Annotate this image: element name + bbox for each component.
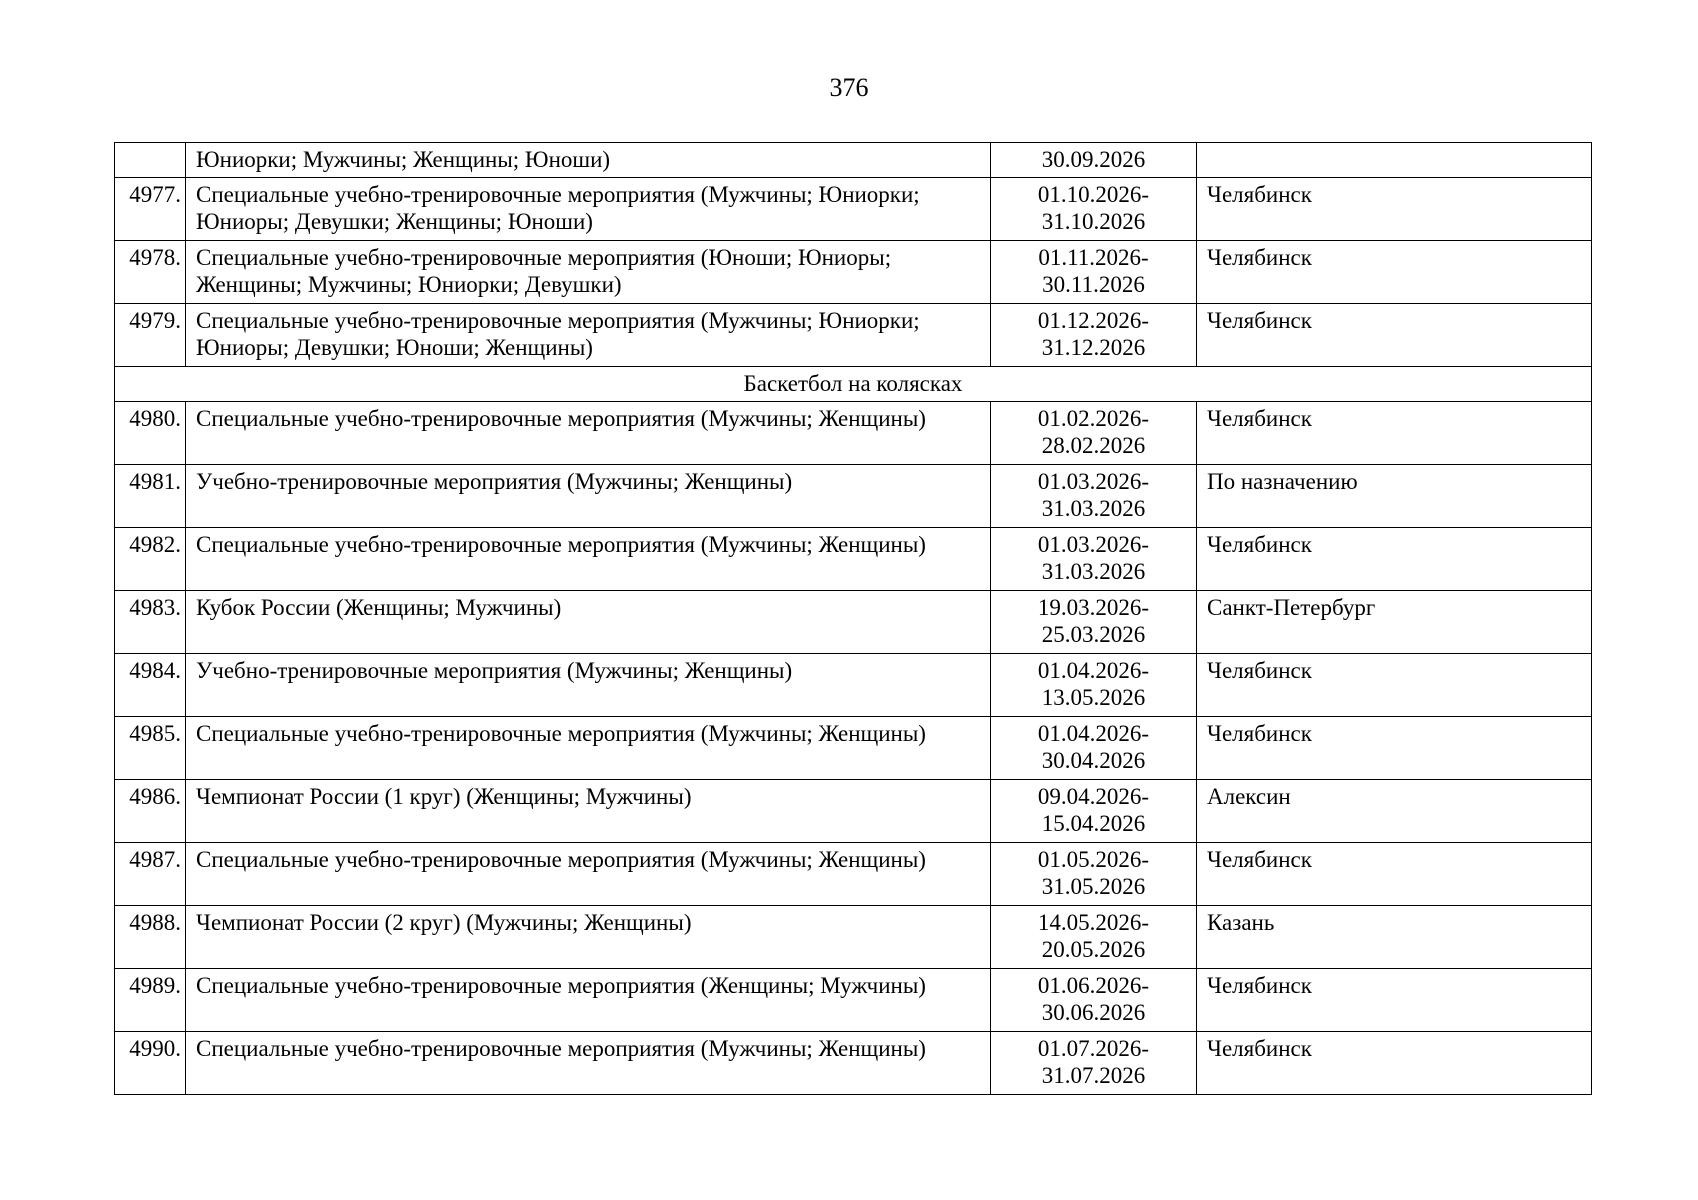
- event-number: 4983.: [115, 591, 186, 654]
- events-table: [114, 142, 1592, 1095]
- section-header-row: [115, 367, 1592, 402]
- event-number: 4984.: [115, 654, 186, 717]
- event-number: 4981.: [115, 465, 186, 528]
- event-number: 4979.: [115, 304, 186, 367]
- event-date-start: 01.03.2026-: [1037, 469, 1150, 494]
- event-date-start: 01.05.2026-: [1037, 847, 1150, 872]
- section-title: Баскетбол на колясках: [115, 367, 1592, 402]
- table-row: [115, 717, 1592, 780]
- table-row: [115, 780, 1592, 843]
- event-date-end: 30.04.2026: [1041, 748, 1146, 773]
- event-place: Челябинск: [1197, 241, 1592, 304]
- table-row: [115, 241, 1592, 304]
- event-name: Учебно-тренировочные мероприятия (Мужчины; Женщины): [186, 465, 991, 528]
- event-dates: [991, 906, 1197, 969]
- table-row: [115, 906, 1592, 969]
- event-date-end: 20.05.2026: [1041, 937, 1146, 962]
- event-dates: [991, 654, 1197, 717]
- event-date-end: 28.02.2026: [1041, 433, 1146, 458]
- event-number: 4977.: [115, 178, 186, 241]
- events-table-body: [115, 143, 1592, 1095]
- event-place: Челябинск: [1197, 843, 1592, 906]
- event-number: 4978.: [115, 241, 186, 304]
- event-date-end: 31.03.2026: [1041, 559, 1146, 584]
- event-name: Учебно-тренировочные мероприятия (Мужчины; Женщины): [186, 654, 991, 717]
- event-name: Специальные учебно-тренировочные мероприятия (Женщины; Мужчины): [186, 969, 991, 1032]
- event-date-start: 14.05.2026-: [1037, 910, 1150, 935]
- table-row-continuation: [115, 143, 1592, 178]
- table-row: [115, 465, 1592, 528]
- event-date-start: 09.04.2026-: [1037, 784, 1150, 809]
- event-name: Чемпионат России (2 круг) (Мужчины; Женщины): [186, 906, 991, 969]
- table-row: [115, 654, 1592, 717]
- event-dates: [991, 843, 1197, 906]
- event-name: Специальные учебно-тренировочные мероприятия (Мужчины; Юниорки; Юниоры; Девушки; Юноши; Женщины): [186, 304, 991, 367]
- event-place: Челябинск: [1197, 969, 1592, 1032]
- event-date-start: 01.07.2026-: [1037, 1036, 1150, 1061]
- event-date-end: 25.03.2026: [1041, 622, 1146, 647]
- event-date-end: 31.05.2026: [1041, 874, 1146, 899]
- event-dates: [991, 402, 1197, 465]
- event-dates: [991, 304, 1197, 367]
- event-date-start: 01.04.2026-: [1037, 658, 1150, 683]
- event-place: Челябинск: [1197, 178, 1592, 241]
- event-date-start: 01.03.2026-: [1037, 532, 1150, 557]
- event-number: 4985.: [115, 717, 186, 780]
- event-name: Специальные учебно-тренировочные мероприятия (Мужчины; Юниорки; Юниоры; Девушки; Женщины; Юноши): [186, 178, 991, 241]
- event-place: Казань: [1197, 906, 1592, 969]
- event-date-start: 01.06.2026-: [1037, 973, 1150, 998]
- event-number: 4982.: [115, 528, 186, 591]
- event-date-start: 01.12.2026-: [1037, 308, 1150, 333]
- event-dates: [991, 1032, 1197, 1095]
- table-row: [115, 304, 1592, 367]
- event-dates: [991, 528, 1197, 591]
- table-row: [115, 528, 1592, 591]
- event-place: [1197, 143, 1592, 178]
- table-row: [115, 843, 1592, 906]
- event-number: 4980.: [115, 402, 186, 465]
- event-number: 4988.: [115, 906, 186, 969]
- event-dates: [991, 591, 1197, 654]
- event-date-end: 31.10.2026: [1041, 209, 1146, 234]
- event-place: Алексин: [1197, 780, 1592, 843]
- event-number: 4986.: [115, 780, 186, 843]
- event-place: Челябинск: [1197, 304, 1592, 367]
- event-date-start: 19.03.2026-: [1037, 595, 1150, 620]
- event-name: Специальные учебно-тренировочные мероприятия (Мужчины; Женщины): [186, 1032, 991, 1095]
- event-place: Челябинск: [1197, 402, 1592, 465]
- event-dates: [991, 717, 1197, 780]
- event-date-end: 30.06.2026: [1041, 1000, 1146, 1025]
- event-name: Специальные учебно-тренировочные мероприятия (Мужчины; Женщины): [186, 843, 991, 906]
- event-name: Юниорки; Мужчины; Женщины; Юноши): [186, 143, 991, 178]
- event-place: Челябинск: [1197, 528, 1592, 591]
- event-date: 30.09.2026: [991, 143, 1197, 178]
- event-date-start: 01.10.2026-: [1037, 182, 1150, 207]
- event-date-end: 15.04.2026: [1041, 811, 1146, 836]
- table-row: [115, 1032, 1592, 1095]
- event-dates: [991, 969, 1197, 1032]
- page-number: 376: [829, 73, 869, 102]
- event-number: 4987.: [115, 843, 186, 906]
- table-row: [115, 402, 1592, 465]
- event-place: Челябинск: [1197, 654, 1592, 717]
- event-place: Санкт-Петербург: [1197, 591, 1592, 654]
- event-date-start: 01.02.2026-: [1037, 406, 1150, 431]
- event-date-end: 31.12.2026: [1041, 335, 1146, 360]
- event-number: [115, 143, 186, 178]
- event-place: По назначению: [1197, 465, 1592, 528]
- event-place: Челябинск: [1197, 717, 1592, 780]
- event-date-end: 31.03.2026: [1041, 496, 1146, 521]
- table-row: [115, 969, 1592, 1032]
- event-name: Специальные учебно-тренировочные мероприятия (Мужчины; Женщины): [186, 717, 991, 780]
- event-dates: [991, 780, 1197, 843]
- event-place: Челябинск: [1197, 1032, 1592, 1095]
- event-date-end: 31.07.2026: [1041, 1063, 1146, 1088]
- event-name: Чемпионат России (1 круг) (Женщины; Мужчины): [186, 780, 991, 843]
- table-row: [115, 178, 1592, 241]
- table-row: [115, 591, 1592, 654]
- event-name: Специальные учебно-тренировочные мероприятия (Юноши; Юниоры; Женщины; Мужчины; Юниорки; Девушки): [186, 241, 991, 304]
- event-date-start: 01.04.2026-: [1037, 721, 1150, 746]
- event-number: 4990.: [115, 1032, 186, 1095]
- event-dates: [991, 465, 1197, 528]
- event-number: 4989.: [115, 969, 186, 1032]
- event-dates: [991, 241, 1197, 304]
- event-name: Специальные учебно-тренировочные мероприятия (Мужчины; Женщины): [186, 402, 991, 465]
- event-date-start: 01.11.2026-: [1038, 245, 1149, 270]
- event-name: Кубок России (Женщины; Мужчины): [186, 591, 991, 654]
- event-date-end: 13.05.2026: [1041, 685, 1146, 710]
- event-dates: [991, 178, 1197, 241]
- event-name: Специальные учебно-тренировочные мероприятия (Мужчины; Женщины): [186, 528, 991, 591]
- event-date-end: 30.11.2026: [1042, 272, 1145, 297]
